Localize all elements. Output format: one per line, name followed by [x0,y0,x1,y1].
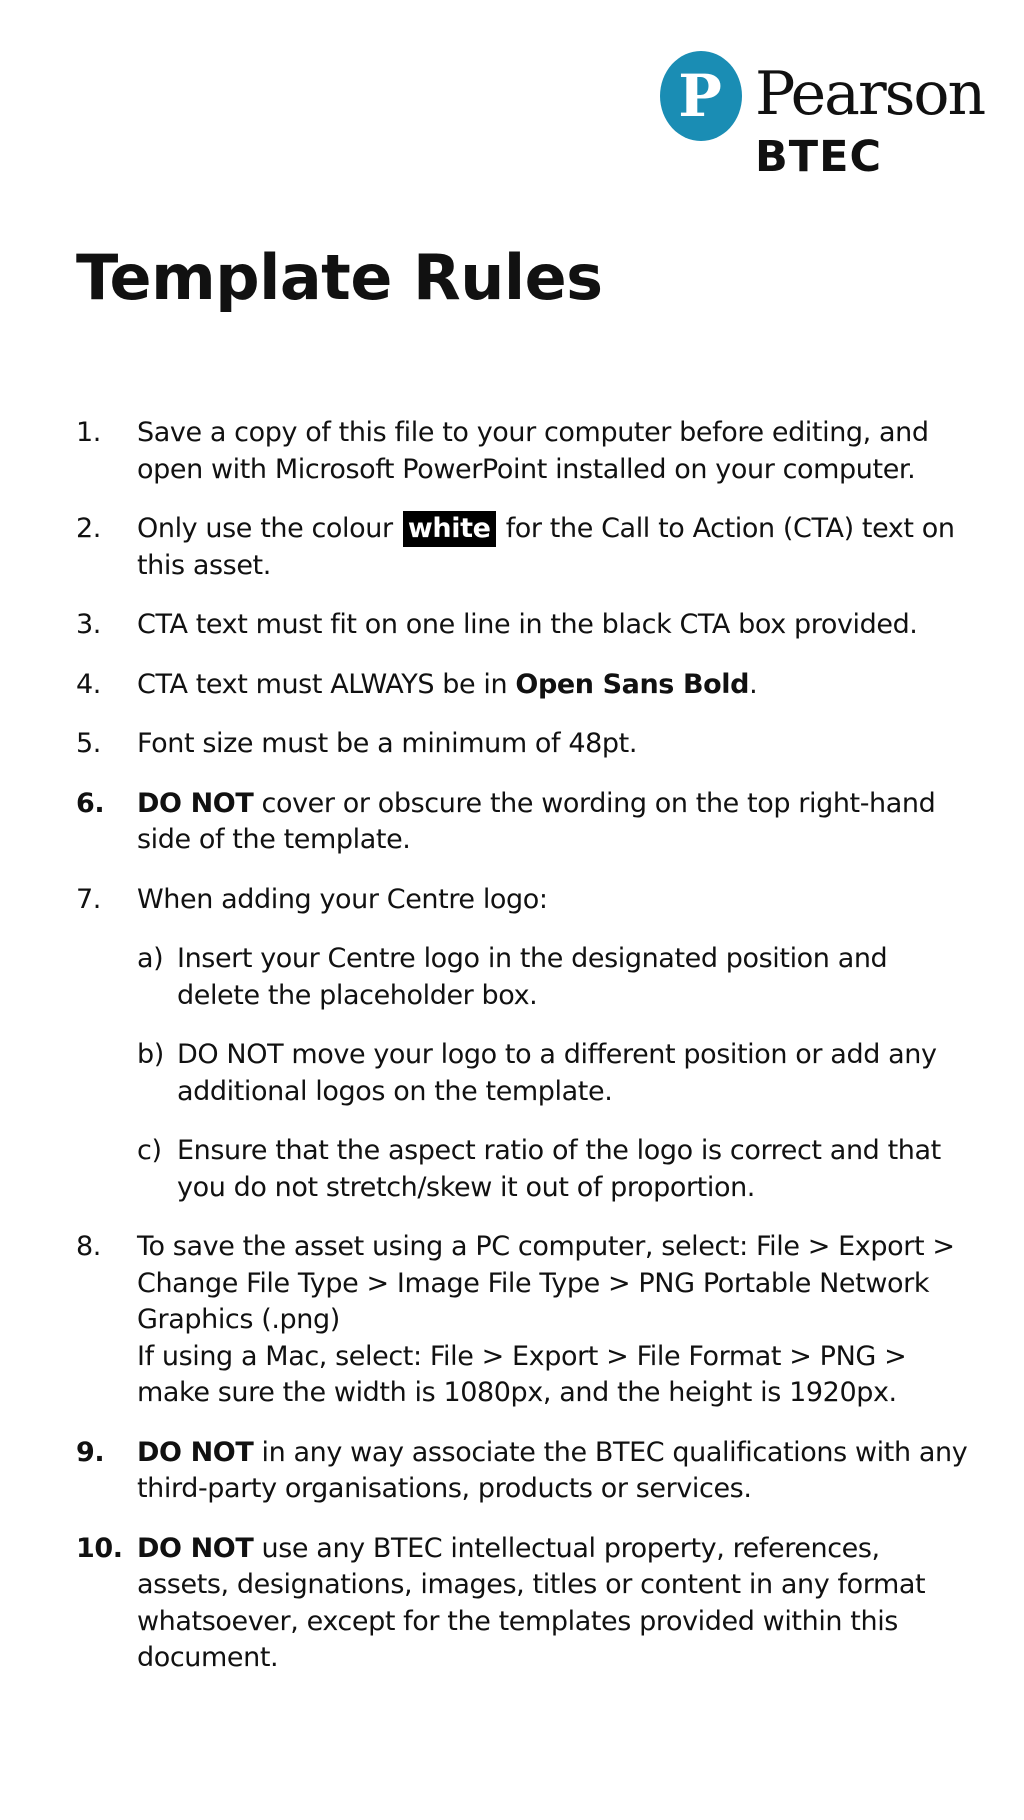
do-not-label: DO NOT [137,787,254,819]
do-not-label: DO NOT [137,1532,254,1564]
pearson-p-icon [659,50,743,142]
do-not-label: DO NOT [137,1436,254,1468]
rule-number: 2. [76,513,101,544]
rule-text: Save a copy of this file to your computer before editing, and open with Microsoft PowerPoint installed on your computer. [137,417,929,485]
rule-10 [76,1531,976,1677]
rule-number: 9. [76,1436,105,1468]
rule-text: When adding your Centre logo: [137,883,548,915]
rule-text: CTA text must fit on one line in the black CTA box provided. [137,609,918,640]
rule-9 [76,1435,976,1508]
rule-1 [76,415,976,488]
rules-list [76,415,976,1700]
rule-8 [76,1229,976,1412]
subrule-letter: a) [137,943,164,974]
subrule-c [76,1133,976,1206]
rule-text: use any BTEC intellectual property, references, assets, designations, images, titles or content in any format whatsoever, except for the templates provided within this document. [137,1532,926,1673]
rule-5 [76,726,976,763]
rule-text: cover or obscure the wording on the top right-hand side of the template. [137,787,936,855]
rule-text-pre: CTA text must ALWAYS be in [137,668,516,700]
rule-number: 3. [76,609,101,640]
subrule-text: Ensure that the aspect ratio of the logo is correct and that you do not stretch/skew it out of proportion. [177,1135,941,1203]
subrule-text: DO NOT move your logo to a different position or add any additional logos on the template. [177,1039,937,1107]
pc-save-instructions: To save the asset using a PC computer, select: File > Export > Change File Type > Image File Type > PNG Portable Network Graphics (.png) [137,1231,955,1335]
rule-number: 7. [76,883,101,915]
rule-text: Font size must be a minimum of 48pt. [137,728,637,759]
rule-number: 1. [76,417,101,448]
subrule-text: Insert your Centre logo in the designated position and delete the placeholder box. [177,943,888,1011]
rule-text-post: for the Call to Action (CTA) text on this asset. [137,513,955,581]
rule-text-pre: Only use the colour [137,513,401,544]
highlight-white-badge: white [403,511,496,547]
subrule-letter: b) [137,1039,164,1070]
mac-save-instructions: If using a Mac, select: File > Export > File Format > PNG > make sure the width is 1080px, and the height is 1920px. [137,1340,907,1408]
subrule-letter: c) [137,1135,162,1166]
subrule-list [137,941,976,1206]
rule-3 [76,607,976,644]
rule-4 [76,667,976,704]
logo-wordmark: Pearson [755,59,985,129]
rule-7 [76,882,976,1207]
logo-btec-label: BTEC [755,132,883,182]
font-name-bold: Open Sans Bold [515,668,750,700]
rule-number: 6. [76,787,105,819]
rule-number: 4. [76,668,101,700]
svg-text:P: P [678,62,722,130]
page-title: Template Rules [76,241,603,314]
rule-text-post: . [749,668,758,700]
rule-number: 8. [76,1231,101,1262]
rule-6 [76,786,976,859]
rule-number: 5. [76,728,101,759]
rule-2 [76,511,976,584]
rule-number: 10. [76,1532,123,1564]
pearson-btec-logo [659,50,985,182]
subrule-b [76,1037,976,1110]
subrule-a [76,941,976,1014]
rule-text: in any way associate the BTEC qualifications with any third-party organisations, products or services. [137,1436,968,1504]
